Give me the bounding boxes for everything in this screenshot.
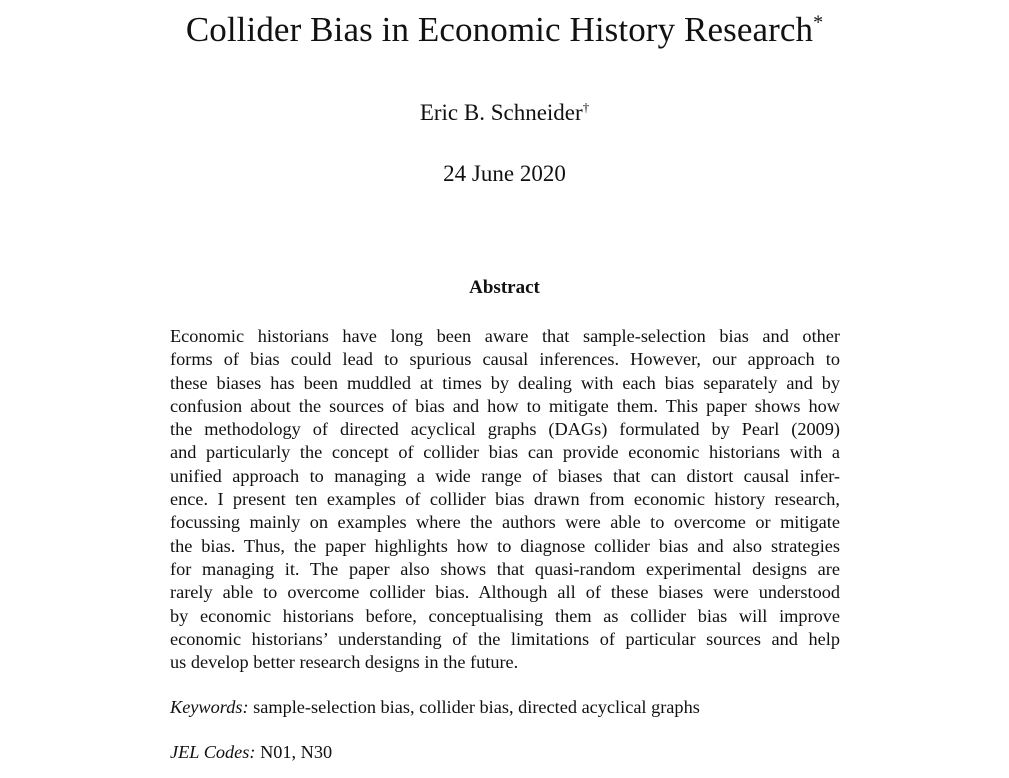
- abstract-line: ence. I present ten examples of collider bias drawn from economic history research,: [170, 489, 840, 510]
- paper-date: 24 June 2020: [443, 161, 566, 186]
- abstract-line: us develop better research designs in the future.: [170, 652, 519, 673]
- keywords-value: sample-selection bias, collider bias, directed acyclical graphs: [253, 697, 700, 717]
- author-footnote-mark: †: [582, 99, 590, 115]
- jel-codes-value: N01, N30: [260, 742, 333, 762]
- keywords-label: Keywords:: [170, 697, 249, 717]
- abstract-body: [170, 325, 840, 674]
- abstract-line: forms of bias could lead to spurious causal inferences. However, our approach to: [170, 349, 840, 370]
- abstract-line: focussing mainly on examples where the authors were able to overcome or mitigate: [170, 512, 840, 533]
- jel-codes: [170, 740, 332, 764]
- abstract-line: Economic historians have long been aware that sample-selection bias and other: [170, 326, 840, 346]
- abstract-line: economic historians’ understanding of the limitations of particular sources and help: [170, 628, 840, 649]
- abstract-heading: Abstract: [469, 277, 540, 298]
- paper-title-text: Collider Bias in Economic History Research: [185, 10, 814, 49]
- abstract-line: by economic historians before, conceptualising them as collider bias will improve: [170, 605, 840, 626]
- jel-codes-label: JEL Codes:: [170, 742, 256, 762]
- abstract-line: the bias. Thus, the paper highlights how to diagnose collider bias and also strategies: [170, 535, 840, 556]
- abstract-line: these biases has been muddled at times by dealing with each bias separately and by: [170, 372, 840, 393]
- abstract-line: and particularly the concept of collider bias can provide economic historians with a: [170, 442, 840, 463]
- abstract-line: the methodology of directed acyclical graphs (DAGs) formulated by Pearl (2009): [170, 419, 840, 440]
- abstract-line: confusion about the sources of bias and how to mitigate them. This paper shows how: [170, 395, 840, 416]
- paper-title: [0, 8, 1009, 52]
- paper-author: [0, 98, 1009, 128]
- abstract-line: for managing it. The paper also shows that quasi-random experimental designs are: [170, 558, 840, 579]
- title-footnote-mark: *: [813, 11, 824, 34]
- abstract-line: unified approach to managing a wide range of biases that can distort causal infer-: [170, 465, 840, 486]
- author-name: Eric B. Schneider: [419, 100, 583, 125]
- keywords: [170, 695, 700, 719]
- abstract-line: rarely able to overcome collider bias. Although all of these biases were understood: [170, 582, 840, 603]
